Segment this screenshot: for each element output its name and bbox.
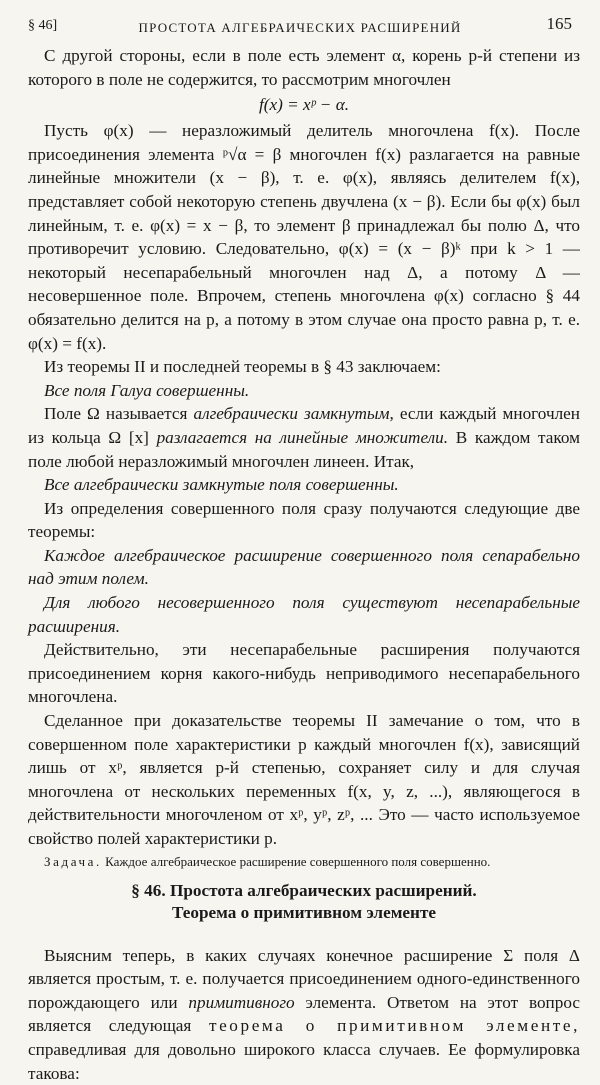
- exercise-text: Каждое алгебраическое расширение совершенного поля совершенно.: [101, 853, 491, 869]
- paragraph: Из теоремы II и последней теоремы в § 43 заключаем:: [44, 357, 441, 377]
- paragraph: Сделанное при доказательстве теоремы II замечание о том, что в совершенном поле характеристики p каждый многочлен f(x), зависящий лишь от xᵖ, является p-й степенью, сохраняет силу и для случая многочлена от нескольких переменных f(x, y, z, ...), являющегося в действительности многочленом от xᵖ, yᵖ, zᵖ, ... Это — часто используемое свойство полей характеристики p.: [28, 711, 580, 848]
- term: разлагается на линейные множители.: [156, 427, 449, 447]
- text: если каждый многочлен из кольца Ω [x]: [28, 404, 581, 447]
- term: примитивного: [188, 992, 295, 1012]
- paragraph: Действительно, эти несепарабельные расширения получаются присоединением корня какого-нибудь неприводимого несепарабельного многочлена.: [28, 640, 580, 707]
- paragraph: Из определения совершенного поля сразу получаются следующие две теоремы:: [28, 498, 580, 542]
- spaced-term: теорема о примитивном элементе,: [208, 1016, 581, 1036]
- exercise: [28, 854, 580, 870]
- text: В каждом таком поле любой неразложимый многочлен линеен. Итак,: [28, 427, 580, 471]
- theorem-statement: Все поля Галуа совершенны.: [44, 380, 250, 400]
- heading-line: § 46. Простота алгебраических расширений.: [131, 880, 477, 900]
- theorem-statement: Для любого несовершенного поля существуют несепарабельные расширения.: [28, 593, 580, 636]
- section-heading: [28, 880, 580, 924]
- paragraph: [28, 944, 580, 1085]
- theorem-statement: Все алгебраически замкнутые поля совершенны.: [44, 475, 399, 495]
- paragraph: С другой стороны, если в поле есть элемент α, корень p-й степени из которого в поле не содержится, то рассмотрим многочлен: [28, 46, 580, 89]
- term: алгебраически замкнутым,: [193, 404, 394, 424]
- section-reference: § 46]: [28, 18, 58, 33]
- paragraph: Пусть φ(x) — неразложимый делитель многочлена f(x). После присоединения элемента ᵖ√α = β многочлен f(x) разлагается на равные линейные множители (x − β), т. е. φ(x), являясь делителем f(x), представляет собой некоторую степень двучлена (x − β). Если бы φ(x) был линейным, т. е. φ(x) = x − β, то элемент β принадлежал бы полю Δ, что противоречит условию. Следовательно, φ(x) = (x − β)ᵏ при k > 1 — некоторый несепарабельный многочлен над Δ, а потому Δ — несовершенное поле. Впрочем, степень многочлена φ(x) согласно § 44 обязательно делится на p, а потому в этом случае она просто равна p, т. е. φ(x) = f(x).: [28, 121, 580, 353]
- exercise-label: Задача.: [44, 853, 102, 869]
- theorem-statement: Каждое алгебраическое расширение совершенного поля сепарабельно над этим полем.: [28, 545, 580, 589]
- text: Выясним теперь, в каких случаях конечное расширение Σ поля Δ является простым, т. е. получается присоединением одного-единственного порождающего или: [28, 945, 580, 1012]
- page-number: 165: [546, 14, 572, 33]
- heading-line: Теорема о примитивном элементе: [171, 902, 437, 922]
- page-body: [28, 44, 580, 1085]
- text: элемента. Ответом на этот вопрос является следующая: [28, 992, 580, 1036]
- text: справедливая для довольно широкого класса случаев. Ее формулировка такова:: [28, 1039, 580, 1083]
- text: Поле Ω называется: [44, 404, 194, 424]
- formula: f(x) = xᵖ − α.: [258, 95, 350, 115]
- paragraph: [28, 402, 580, 473]
- running-title: ПРОСТОТА АЛГЕБРАИЧЕСКИХ РАСШИРЕНИЙ: [138, 20, 462, 35]
- running-header: [28, 10, 572, 36]
